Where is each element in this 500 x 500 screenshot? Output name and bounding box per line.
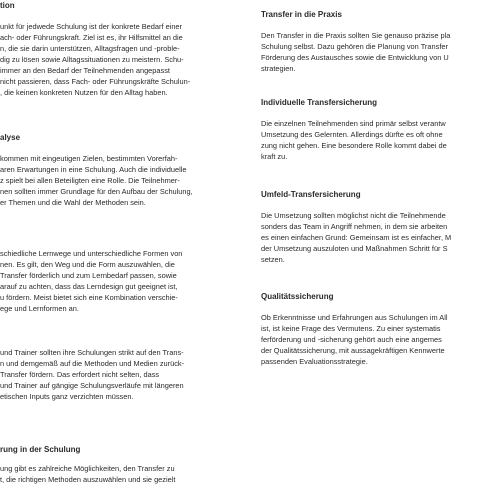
body-line: aren Erwartungen in eine Schulung. Auch die individuelle — [0, 165, 187, 174]
section-analyse — [0, 132, 193, 208]
section-lernwege — [0, 248, 182, 314]
body-line: Förderung des Austausches sowie die Entwicklung von U — [261, 53, 449, 62]
body-line: ach- oder Führungskraft. Ziel ist es, ihr Hilfsmittel an die — [0, 33, 183, 42]
body-line: etischen Inputs ganz verzichten müssen. — [0, 392, 134, 401]
body-line: ege und Lernformen an. — [0, 304, 79, 313]
body-line: z spielt bei allen Beteiligten eine Rolle. Die Teilnehmer- — [0, 176, 180, 185]
body-line: t, die richtigen Methoden auszuwählen und sie gezielt — [0, 475, 176, 484]
body-line: immer an den Bedarf der Teilnehmenden angepasst — [0, 66, 170, 75]
section-body — [261, 312, 448, 367]
body-line: Transfer fördern. Das erfordert nicht selten, dass — [0, 370, 160, 379]
section-schulung — [0, 444, 175, 485]
section-body — [0, 21, 190, 98]
body-line: , die keinen konkreten Nutzen für den Alltag haben. — [0, 88, 168, 97]
section-body — [0, 153, 193, 208]
body-line: Die einzelnen Teilnehmenden sind primär selbst verantw — [261, 119, 446, 128]
body-line: der Qualitätssicherung, mit aussagekräftigen Kennwerte — [261, 346, 445, 355]
body-line: nicht passieren, dass Fach- oder Führungskräfte Schulun- — [0, 77, 191, 86]
body-line: ferförderung und -sicherung gehört auch eine angemes — [261, 335, 442, 344]
body-line: passenden Evaluationsstrategie. — [261, 357, 368, 366]
body-line: der Umsetzung auszuloten und Maßnahmen Schritt für S — [261, 244, 448, 253]
section-body — [0, 463, 175, 485]
section-bedarf — [0, 0, 190, 98]
body-line: und Trainer auf gängige Schulungsverläufe mit längeren — [0, 381, 184, 390]
section-heading: Umfeld-Transfersicherung — [261, 190, 361, 199]
body-line: Den Transfer in die Praxis sollten Sie genauso präzise pla — [261, 31, 451, 40]
body-line: n, die sie darin unterstützen, Alltagsfragen und -proble- — [0, 44, 180, 53]
section-qualitaet — [261, 291, 448, 367]
body-line: dig zu lösen sowie Alltagssituationen zu meistern. Schu- — [0, 55, 184, 64]
section-heading: Individuelle Transfersicherung — [261, 98, 378, 107]
section-individuelle — [261, 97, 447, 162]
body-line: es einen einfachen Grund: Gemeinsam ist es einfacher, M — [261, 233, 452, 242]
section-body — [261, 210, 451, 265]
section-heading: rung in der Schulung — [0, 445, 81, 454]
body-line: nen sollten immer Grundlage für den Aufbau der Schulung, — [0, 187, 193, 196]
section-heading: alyse — [0, 133, 21, 142]
section-umfeld — [261, 189, 451, 265]
body-line: er Themen und die Wahl der Methoden sein. — [0, 198, 146, 207]
body-line: arauf zu achten, dass das Lerndesign gut geeignet ist, — [0, 282, 178, 291]
body-line: und Trainer sollten ihre Schulungen strikt auf den Trans- — [0, 348, 184, 357]
body-line: kommen mit eingeutigen Zielen, bestimmten Vorerfah- — [0, 154, 178, 163]
body-line: setzen. — [261, 255, 285, 264]
body-line: sonders das Team in Angriff nehmen, in dem sie arbeiten — [261, 222, 448, 231]
section-heading: tion — [0, 1, 15, 10]
body-line: n und demgemäß auf die Methoden und Medien zurück- — [0, 359, 185, 368]
body-line: u fördern. Meist bietet sich eine Kombination verschie- — [0, 293, 178, 302]
section-body — [0, 248, 182, 314]
body-line: schiedliche Lernwege und unterschiedliche Formen von — [0, 249, 183, 258]
body-line: Transfer förderlich und zum Lernbedarf passen, sowie — [0, 271, 177, 280]
body-line: ist, ist keine Frage des Vermutens. Zu einer systematis — [261, 324, 441, 333]
body-line: Die Umsetzung sollten möglichst nicht die Teilnehmende — [261, 211, 446, 220]
body-line: Schulung selbst. Dazu gehören die Planung von Transfer — [261, 42, 448, 51]
section-body — [261, 30, 450, 74]
body-line: nen. Es gilt, den Weg und die Form auszuwählen, die — [0, 260, 175, 269]
body-line: Umsetzung des Gelernten. Allerdings dürfte es oft ohne — [261, 130, 443, 139]
section-trainer — [0, 347, 184, 402]
section-heading: Transfer in die Praxis — [261, 10, 342, 19]
body-line: unkt für jedwede Schulung ist der konkrete Bedarf einer — [0, 22, 182, 31]
body-line: kraft zu. — [261, 152, 288, 161]
section-body — [0, 347, 184, 402]
section-transfer-praxis — [261, 9, 450, 74]
section-heading: Qualitätssicherung — [261, 292, 334, 301]
body-line: Ob Erkenntnisse und Erfahrungen aus Schulungen im All — [261, 313, 448, 322]
section-body — [261, 118, 447, 162]
body-line: strategien. — [261, 64, 296, 73]
body-line: zung nicht gehen. Eine besondere Rolle kommt dabei de — [261, 141, 447, 150]
body-line: ung gibt es zahlreiche Möglichkeiten, den Transfer zu — [0, 464, 175, 473]
